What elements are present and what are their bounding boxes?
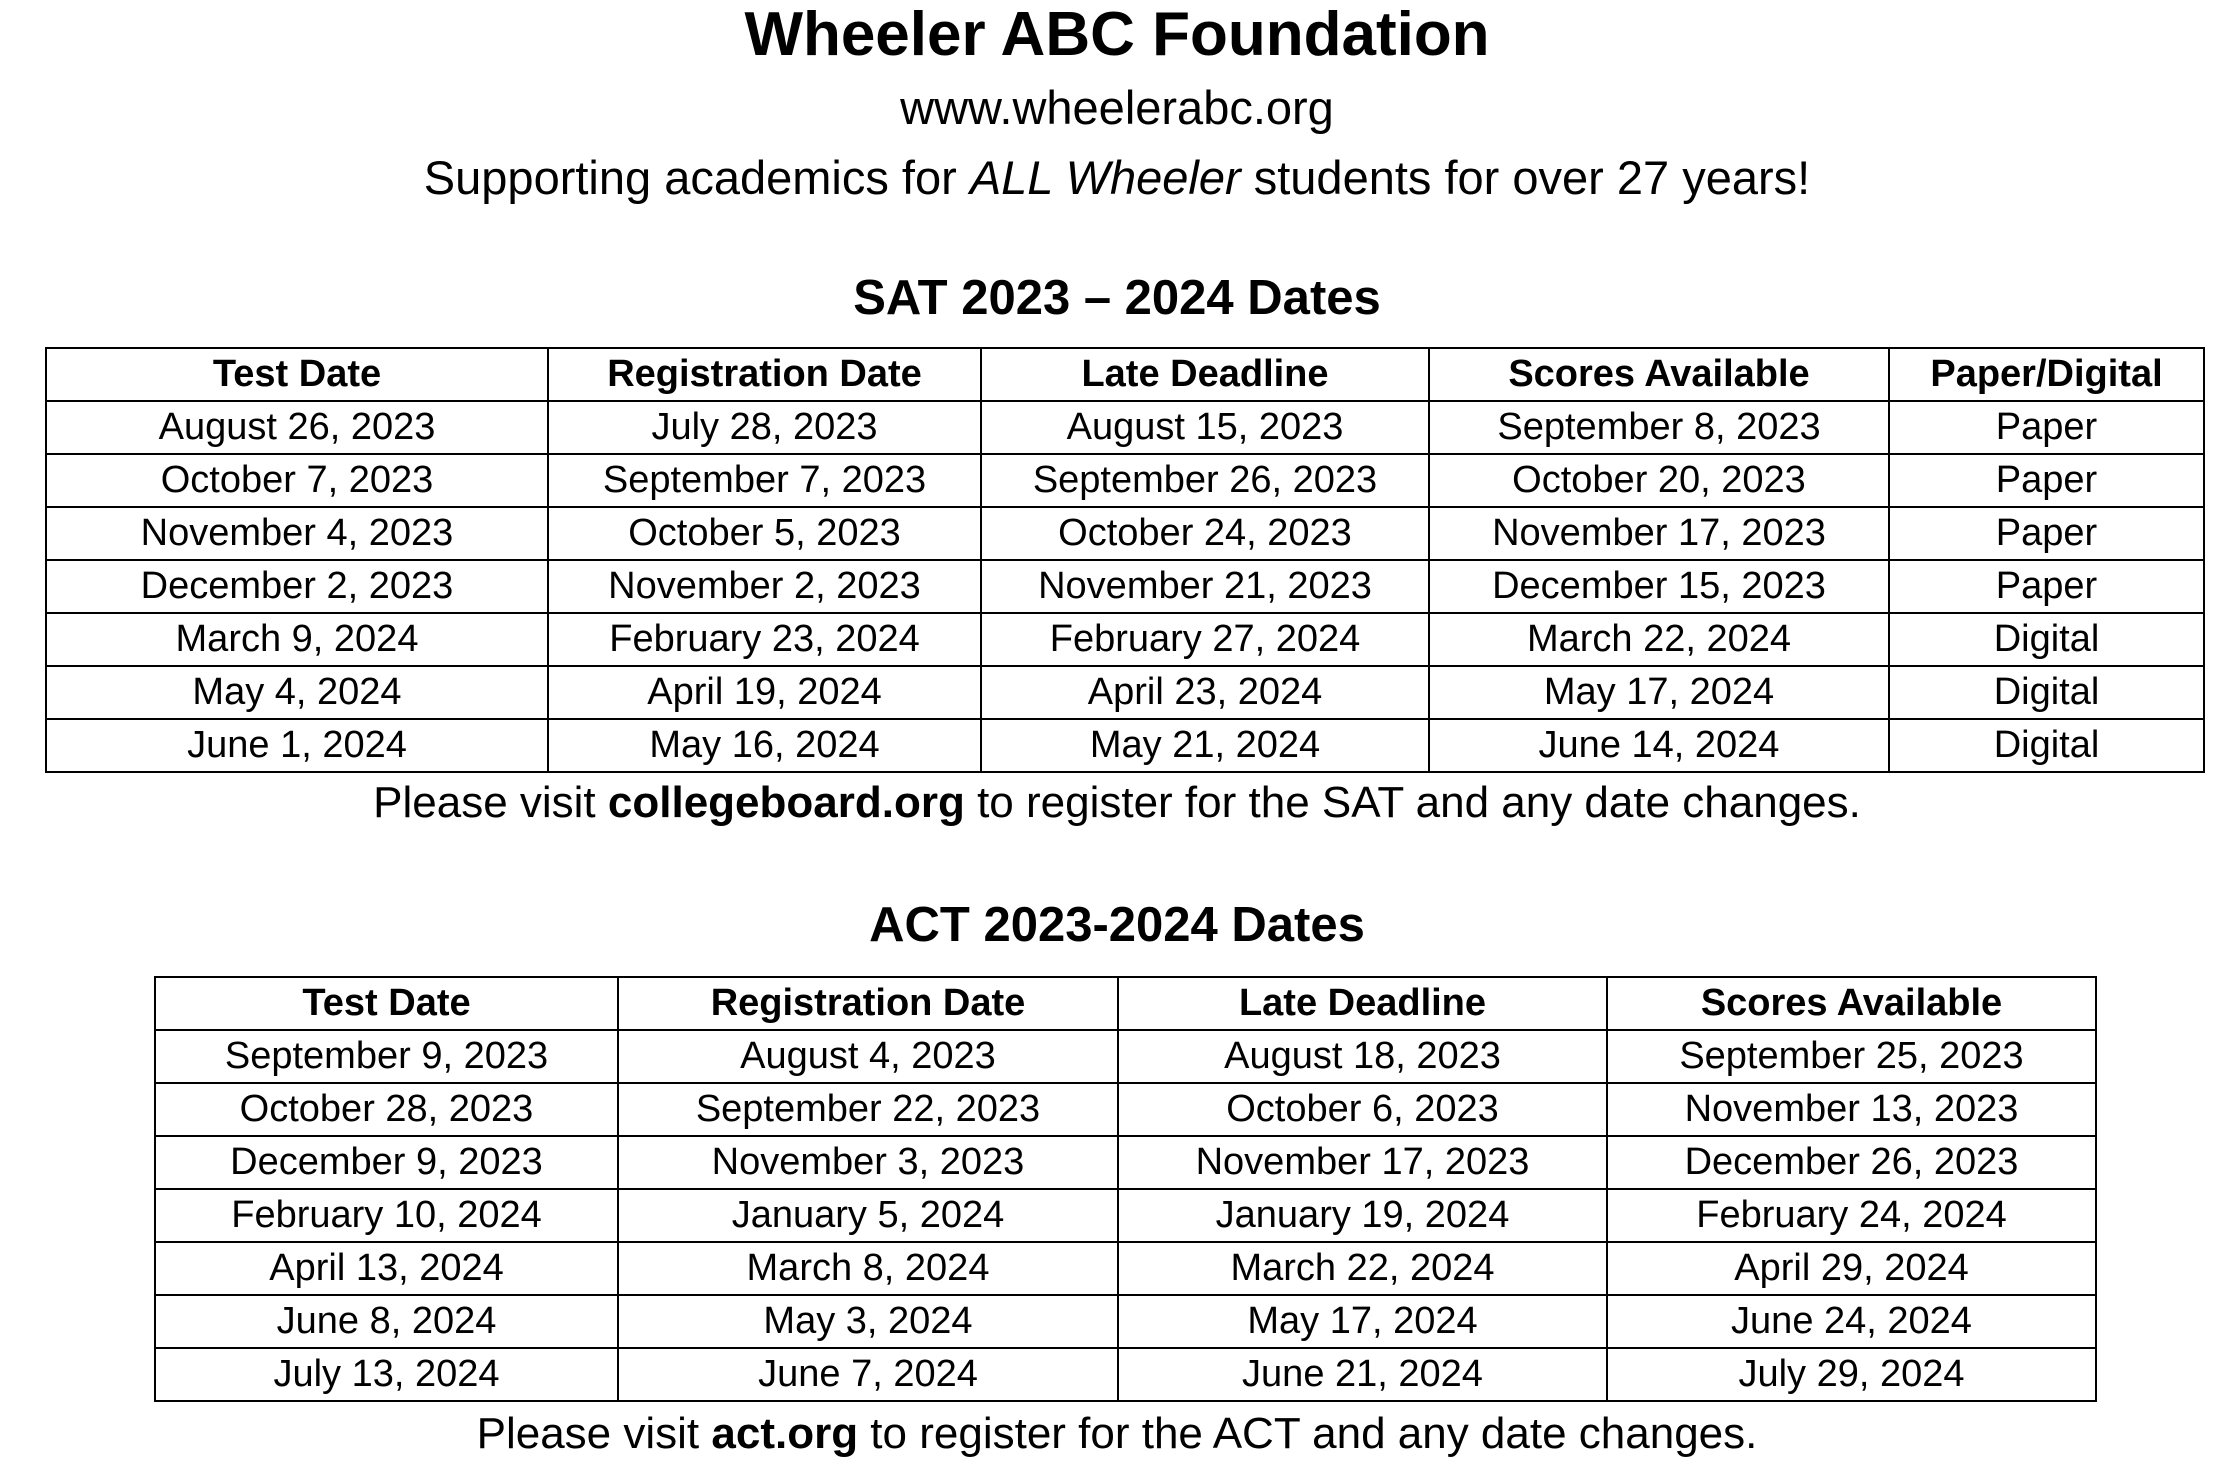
website-url: www.wheelerabc.org	[900, 81, 1334, 134]
table-cell: March 8, 2024	[618, 1242, 1118, 1295]
table-cell: May 16, 2024	[548, 719, 981, 772]
table-cell: February 10, 2024	[155, 1189, 618, 1242]
table-cell: Paper	[1889, 401, 2204, 454]
table-cell: June 21, 2024	[1118, 1348, 1607, 1401]
table-cell: October 20, 2023	[1429, 454, 1889, 507]
table-cell: Digital	[1889, 719, 2204, 772]
table-cell: November 13, 2023	[1607, 1083, 2096, 1136]
column-header: Test Date	[46, 348, 548, 401]
table-cell: July 13, 2024	[155, 1348, 618, 1401]
act-section-title: ACT 2023-2024 Dates	[869, 898, 1365, 952]
table-row	[155, 1242, 2096, 1295]
table-cell: May 3, 2024	[618, 1295, 1118, 1348]
table-row	[155, 1136, 2096, 1189]
tagline-suffix: students for over 27 years!	[1240, 151, 1811, 204]
table-row	[46, 454, 2204, 507]
table-cell: September 25, 2023	[1607, 1030, 2096, 1083]
table-cell: April 29, 2024	[1607, 1242, 2096, 1295]
table-cell: September 8, 2023	[1429, 401, 1889, 454]
table-cell: December 15, 2023	[1429, 560, 1889, 613]
table-row	[46, 507, 2204, 560]
table-cell: May 4, 2024	[46, 666, 548, 719]
act-org-link[interactable]: act.org	[711, 1409, 859, 1458]
column-header: Paper/Digital	[1889, 348, 2204, 401]
table-cell: September 7, 2023	[548, 454, 981, 507]
sat-note-suffix: to register for the SAT and any date changes.	[964, 778, 1861, 827]
table-cell: August 15, 2023	[981, 401, 1429, 454]
table-cell: May 17, 2024	[1429, 666, 1889, 719]
table-row	[155, 1348, 2096, 1401]
table-cell: June 7, 2024	[618, 1348, 1118, 1401]
table-cell: May 17, 2024	[1118, 1295, 1607, 1348]
table-cell: February 27, 2024	[981, 613, 1429, 666]
table-cell: Digital	[1889, 613, 2204, 666]
table-cell: February 24, 2024	[1607, 1189, 2096, 1242]
sat-dates-table	[45, 347, 2205, 773]
table-cell: July 29, 2024	[1607, 1348, 2096, 1401]
column-header: Scores Available	[1429, 348, 1889, 401]
table-cell: Paper	[1889, 454, 2204, 507]
column-header: Scores Available	[1607, 977, 2096, 1030]
table-cell: May 21, 2024	[981, 719, 1429, 772]
table-cell: October 7, 2023	[46, 454, 548, 507]
table-cell: July 28, 2023	[548, 401, 981, 454]
table-cell: June 8, 2024	[155, 1295, 618, 1348]
table-cell: March 9, 2024	[46, 613, 548, 666]
table-cell: Paper	[1889, 507, 2204, 560]
sat-note-prefix: Please visit	[373, 778, 608, 827]
tagline-emphasis: ALL Wheeler	[969, 151, 1241, 204]
column-header: Late Deadline	[1118, 977, 1607, 1030]
table-cell: August 18, 2023	[1118, 1030, 1607, 1083]
table-cell: Digital	[1889, 666, 2204, 719]
table-cell: November 21, 2023	[981, 560, 1429, 613]
table-cell: August 26, 2023	[46, 401, 548, 454]
act-dates-table	[154, 976, 2097, 1402]
table-row	[46, 560, 2204, 613]
table-cell: November 3, 2023	[618, 1136, 1118, 1189]
column-header: Registration Date	[618, 977, 1118, 1030]
table-row	[46, 719, 2204, 772]
table-cell: December 26, 2023	[1607, 1136, 2096, 1189]
table-cell: October 24, 2023	[981, 507, 1429, 560]
table-cell: November 4, 2023	[46, 507, 548, 560]
table-cell: June 1, 2024	[46, 719, 548, 772]
table-cell: October 5, 2023	[548, 507, 981, 560]
act-footnote	[0, 1406, 2234, 1462]
table-cell: Paper	[1889, 560, 2204, 613]
table-cell: November 2, 2023	[548, 560, 981, 613]
table-cell: April 13, 2024	[155, 1242, 618, 1295]
sat-footnote	[0, 775, 2234, 831]
column-header: Test Date	[155, 977, 618, 1030]
table-cell: April 19, 2024	[548, 666, 981, 719]
table-cell: June 24, 2024	[1607, 1295, 2096, 1348]
table-row	[46, 666, 2204, 719]
table-cell: December 2, 2023	[46, 560, 548, 613]
table-header-row	[155, 977, 2096, 1030]
table-cell: February 23, 2024	[548, 613, 981, 666]
table-row	[155, 1189, 2096, 1242]
collegeboard-link[interactable]: collegeboard.org	[607, 778, 965, 827]
table-cell: June 14, 2024	[1429, 719, 1889, 772]
table-row	[155, 1083, 2096, 1136]
table-cell: March 22, 2024	[1118, 1242, 1607, 1295]
act-note-suffix: to register for the ACT and any date changes.	[858, 1409, 1758, 1458]
column-header: Late Deadline	[981, 348, 1429, 401]
act-note-prefix: Please visit	[476, 1409, 712, 1458]
table-cell: March 22, 2024	[1429, 613, 1889, 666]
table-header-row	[46, 348, 2204, 401]
tagline-prefix: Supporting academics for	[423, 151, 970, 204]
table-cell: December 9, 2023	[155, 1136, 618, 1189]
table-cell: October 28, 2023	[155, 1083, 618, 1136]
table-cell: September 22, 2023	[618, 1083, 1118, 1136]
table-row	[155, 1295, 2096, 1348]
table-cell: August 4, 2023	[618, 1030, 1118, 1083]
table-cell: October 6, 2023	[1118, 1083, 1607, 1136]
sat-section-title: SAT 2023 – 2024 Dates	[853, 271, 1381, 325]
table-cell: September 26, 2023	[981, 454, 1429, 507]
table-cell: April 23, 2024	[981, 666, 1429, 719]
page-title: Wheeler ABC Foundation	[744, 0, 1490, 69]
table-cell: January 5, 2024	[618, 1189, 1118, 1242]
table-cell: November 17, 2023	[1118, 1136, 1607, 1189]
table-row	[155, 1030, 2096, 1083]
table-cell: September 9, 2023	[155, 1030, 618, 1083]
tagline	[0, 148, 2234, 208]
table-cell: January 19, 2024	[1118, 1189, 1607, 1242]
table-row	[46, 401, 2204, 454]
column-header: Registration Date	[548, 348, 981, 401]
table-cell: November 17, 2023	[1429, 507, 1889, 560]
table-row	[46, 613, 2204, 666]
